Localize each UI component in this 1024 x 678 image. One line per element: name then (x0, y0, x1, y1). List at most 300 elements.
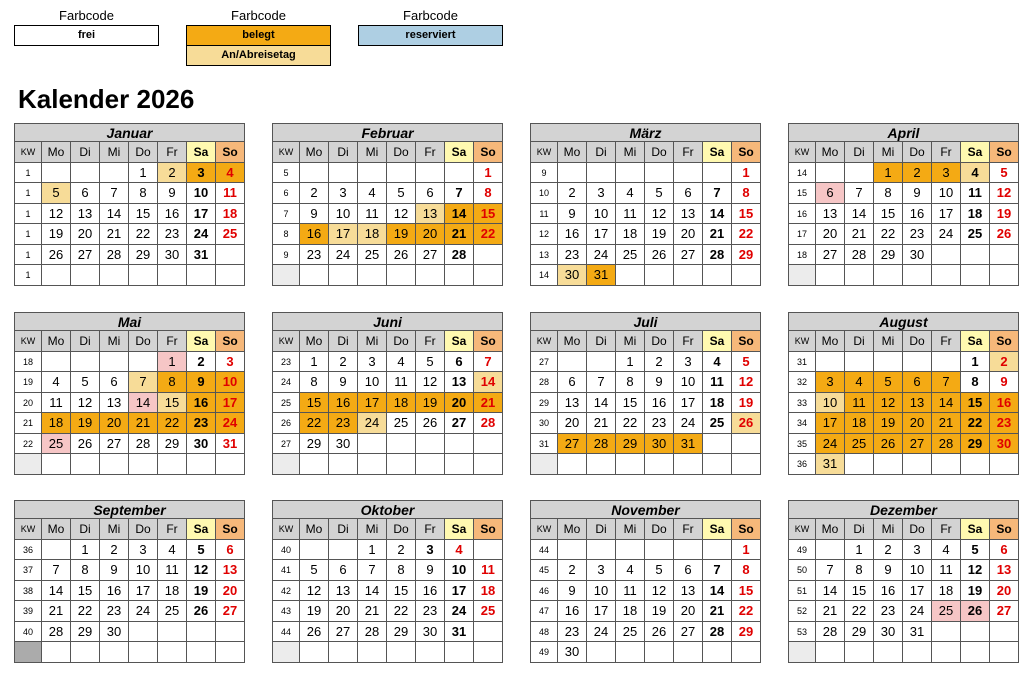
day-cell[interactable]: 7 (100, 183, 129, 204)
day-cell[interactable]: 6 (71, 183, 100, 204)
day-cell[interactable]: 19 (42, 224, 71, 245)
day-cell[interactable]: 28 (42, 622, 71, 643)
day-cell[interactable]: 17 (445, 581, 474, 602)
day-cell[interactable]: 19 (645, 224, 674, 245)
day-cell[interactable]: 14 (845, 204, 874, 225)
day-cell[interactable]: 10 (129, 560, 158, 581)
day-cell[interactable]: 5 (71, 372, 100, 393)
day-cell[interactable]: 16 (903, 204, 932, 225)
day-cell[interactable]: 13 (903, 393, 932, 414)
day-cell[interactable]: 15 (732, 204, 761, 225)
day-cell[interactable]: 31 (903, 622, 932, 643)
day-cell[interactable]: 16 (990, 393, 1019, 414)
day-cell[interactable]: 21 (42, 601, 71, 622)
day-cell[interactable]: 1 (874, 163, 903, 184)
day-cell[interactable]: 5 (645, 560, 674, 581)
day-cell[interactable]: 10 (816, 393, 845, 414)
day-cell[interactable]: 9 (903, 183, 932, 204)
day-cell[interactable]: 18 (387, 393, 416, 414)
day-cell[interactable]: 24 (587, 622, 616, 643)
day-cell[interactable]: 25 (616, 622, 645, 643)
day-cell[interactable]: 11 (616, 581, 645, 602)
day-cell[interactable]: 18 (845, 413, 874, 434)
day-cell[interactable]: 10 (358, 372, 387, 393)
day-cell[interactable]: 2 (300, 183, 329, 204)
day-cell[interactable]: 14 (445, 204, 474, 225)
day-cell[interactable]: 19 (990, 204, 1019, 225)
day-cell[interactable]: 15 (845, 581, 874, 602)
day-cell[interactable]: 12 (961, 560, 990, 581)
day-cell[interactable]: 11 (474, 560, 503, 581)
day-cell[interactable]: 9 (300, 204, 329, 225)
day-cell[interactable]: 11 (845, 393, 874, 414)
day-cell[interactable]: 4 (703, 352, 732, 373)
day-cell[interactable]: 27 (674, 622, 703, 643)
day-cell[interactable]: 9 (558, 581, 587, 602)
day-cell[interactable]: 5 (732, 352, 761, 373)
day-cell[interactable]: 30 (187, 434, 216, 455)
day-cell[interactable]: 4 (387, 352, 416, 373)
day-cell[interactable]: 25 (358, 245, 387, 266)
day-cell[interactable]: 25 (474, 601, 503, 622)
day-cell[interactable]: 17 (216, 393, 245, 414)
day-cell[interactable]: 7 (845, 183, 874, 204)
day-cell[interactable]: 3 (816, 372, 845, 393)
day-cell[interactable]: 5 (387, 183, 416, 204)
day-cell[interactable]: 1 (129, 163, 158, 184)
day-cell[interactable]: 29 (961, 434, 990, 455)
day-cell[interactable]: 24 (187, 224, 216, 245)
day-cell[interactable]: 3 (674, 352, 703, 373)
day-cell[interactable]: 20 (674, 601, 703, 622)
day-cell[interactable]: 22 (387, 601, 416, 622)
day-cell[interactable]: 20 (216, 581, 245, 602)
day-cell[interactable]: 22 (158, 413, 187, 434)
day-cell[interactable]: 27 (416, 245, 445, 266)
day-cell[interactable]: 25 (216, 224, 245, 245)
day-cell[interactable]: 29 (387, 622, 416, 643)
day-cell[interactable]: 23 (558, 622, 587, 643)
day-cell[interactable]: 23 (903, 224, 932, 245)
day-cell[interactable]: 24 (932, 224, 961, 245)
day-cell[interactable]: 9 (187, 372, 216, 393)
day-cell[interactable]: 15 (874, 204, 903, 225)
day-cell[interactable]: 1 (300, 352, 329, 373)
day-cell[interactable]: 10 (329, 204, 358, 225)
day-cell[interactable]: 29 (732, 622, 761, 643)
day-cell[interactable]: 11 (358, 204, 387, 225)
day-cell[interactable]: 9 (558, 204, 587, 225)
day-cell[interactable]: 29 (732, 245, 761, 266)
day-cell[interactable]: 22 (961, 413, 990, 434)
day-cell[interactable]: 1 (732, 540, 761, 561)
day-cell[interactable]: 14 (703, 204, 732, 225)
day-cell[interactable]: 24 (816, 434, 845, 455)
day-cell[interactable]: 17 (932, 204, 961, 225)
day-cell[interactable]: 3 (329, 183, 358, 204)
day-cell[interactable]: 28 (445, 245, 474, 266)
day-cell[interactable]: 9 (416, 560, 445, 581)
day-cell[interactable]: 26 (990, 224, 1019, 245)
day-cell[interactable]: 17 (587, 224, 616, 245)
day-cell[interactable]: 29 (71, 622, 100, 643)
day-cell[interactable]: 18 (216, 204, 245, 225)
day-cell[interactable]: 11 (961, 183, 990, 204)
day-cell[interactable]: 13 (329, 581, 358, 602)
day-cell[interactable]: 23 (645, 413, 674, 434)
day-cell[interactable]: 8 (732, 560, 761, 581)
day-cell[interactable]: 10 (216, 372, 245, 393)
day-cell[interactable]: 5 (42, 183, 71, 204)
day-cell[interactable]: 3 (187, 163, 216, 184)
day-cell[interactable]: 15 (732, 581, 761, 602)
day-cell[interactable]: 9 (329, 372, 358, 393)
day-cell[interactable]: 11 (387, 372, 416, 393)
day-cell[interactable]: 18 (42, 413, 71, 434)
day-cell[interactable]: 21 (129, 413, 158, 434)
day-cell[interactable]: 8 (961, 372, 990, 393)
day-cell[interactable]: 23 (416, 601, 445, 622)
day-cell[interactable]: 12 (645, 581, 674, 602)
day-cell[interactable]: 5 (416, 352, 445, 373)
day-cell[interactable]: 18 (703, 393, 732, 414)
day-cell[interactable]: 16 (416, 581, 445, 602)
day-cell[interactable]: 20 (558, 413, 587, 434)
day-cell[interactable]: 29 (845, 622, 874, 643)
day-cell[interactable]: 13 (674, 581, 703, 602)
day-cell[interactable]: 21 (932, 413, 961, 434)
day-cell[interactable]: 9 (100, 560, 129, 581)
day-cell[interactable]: 1 (358, 540, 387, 561)
day-cell[interactable]: 10 (903, 560, 932, 581)
day-cell[interactable]: 30 (558, 642, 587, 663)
day-cell[interactable]: 18 (932, 581, 961, 602)
day-cell[interactable]: 28 (816, 622, 845, 643)
day-cell[interactable]: 13 (445, 372, 474, 393)
day-cell[interactable]: 25 (932, 601, 961, 622)
day-cell[interactable]: 8 (732, 183, 761, 204)
day-cell[interactable]: 19 (387, 224, 416, 245)
day-cell[interactable]: 18 (158, 581, 187, 602)
day-cell[interactable]: 2 (645, 352, 674, 373)
day-cell[interactable]: 3 (129, 540, 158, 561)
day-cell[interactable]: 3 (932, 163, 961, 184)
day-cell[interactable]: 16 (187, 393, 216, 414)
day-cell[interactable]: 16 (645, 393, 674, 414)
day-cell[interactable]: 15 (616, 393, 645, 414)
day-cell[interactable]: 11 (703, 372, 732, 393)
day-cell[interactable]: 25 (387, 413, 416, 434)
day-cell[interactable]: 15 (129, 204, 158, 225)
day-cell[interactable]: 14 (129, 393, 158, 414)
day-cell[interactable]: 16 (329, 393, 358, 414)
day-cell[interactable]: 12 (42, 204, 71, 225)
day-cell[interactable]: 14 (474, 372, 503, 393)
day-cell[interactable]: 22 (300, 413, 329, 434)
day-cell[interactable]: 22 (732, 224, 761, 245)
day-cell[interactable]: 11 (42, 393, 71, 414)
day-cell[interactable]: 4 (961, 163, 990, 184)
day-cell[interactable]: 12 (71, 393, 100, 414)
day-cell[interactable]: 8 (158, 372, 187, 393)
day-cell[interactable]: 4 (216, 163, 245, 184)
day-cell[interactable]: 28 (358, 622, 387, 643)
day-cell[interactable]: 5 (187, 540, 216, 561)
day-cell[interactable]: 20 (71, 224, 100, 245)
day-cell[interactable]: 2 (387, 540, 416, 561)
day-cell[interactable]: 23 (990, 413, 1019, 434)
day-cell[interactable]: 13 (416, 204, 445, 225)
day-cell[interactable]: 27 (445, 413, 474, 434)
day-cell[interactable]: 27 (100, 434, 129, 455)
day-cell[interactable]: 6 (445, 352, 474, 373)
day-cell[interactable]: 12 (187, 560, 216, 581)
day-cell[interactable]: 4 (358, 183, 387, 204)
day-cell[interactable]: 17 (358, 393, 387, 414)
day-cell[interactable]: 23 (329, 413, 358, 434)
day-cell[interactable]: 28 (703, 622, 732, 643)
day-cell[interactable]: 13 (71, 204, 100, 225)
day-cell[interactable]: 6 (329, 560, 358, 581)
day-cell[interactable]: 20 (903, 413, 932, 434)
day-cell[interactable]: 1 (845, 540, 874, 561)
day-cell[interactable]: 24 (358, 413, 387, 434)
day-cell[interactable]: 23 (874, 601, 903, 622)
day-cell[interactable]: 18 (961, 204, 990, 225)
day-cell[interactable]: 16 (300, 224, 329, 245)
day-cell[interactable]: 8 (129, 183, 158, 204)
day-cell[interactable]: 13 (816, 204, 845, 225)
day-cell[interactable]: 4 (616, 183, 645, 204)
day-cell[interactable]: 12 (645, 204, 674, 225)
day-cell[interactable]: 7 (703, 183, 732, 204)
day-cell[interactable]: 31 (216, 434, 245, 455)
day-cell[interactable]: 9 (874, 560, 903, 581)
day-cell[interactable]: 17 (903, 581, 932, 602)
day-cell[interactable]: 7 (129, 372, 158, 393)
day-cell[interactable]: 15 (158, 393, 187, 414)
day-cell[interactable]: 2 (874, 540, 903, 561)
day-cell[interactable]: 2 (558, 560, 587, 581)
day-cell[interactable]: 28 (703, 245, 732, 266)
day-cell[interactable]: 10 (445, 560, 474, 581)
day-cell[interactable]: 29 (874, 245, 903, 266)
day-cell[interactable]: 30 (416, 622, 445, 643)
day-cell[interactable]: 26 (71, 434, 100, 455)
day-cell[interactable]: 10 (932, 183, 961, 204)
day-cell[interactable]: 31 (187, 245, 216, 266)
day-cell[interactable]: 14 (816, 581, 845, 602)
day-cell[interactable]: 6 (816, 183, 845, 204)
day-cell[interactable]: 6 (903, 372, 932, 393)
day-cell[interactable]: 17 (129, 581, 158, 602)
day-cell[interactable]: 15 (300, 393, 329, 414)
day-cell[interactable]: 20 (100, 413, 129, 434)
day-cell[interactable]: 20 (990, 581, 1019, 602)
day-cell[interactable]: 26 (645, 245, 674, 266)
day-cell[interactable]: 3 (216, 352, 245, 373)
day-cell[interactable]: 20 (329, 601, 358, 622)
day-cell[interactable]: 27 (990, 601, 1019, 622)
day-cell[interactable]: 13 (558, 393, 587, 414)
day-cell[interactable]: 24 (587, 245, 616, 266)
day-cell[interactable]: 7 (587, 372, 616, 393)
day-cell[interactable]: 1 (71, 540, 100, 561)
day-cell[interactable]: 20 (674, 224, 703, 245)
day-cell[interactable]: 18 (474, 581, 503, 602)
day-cell[interactable]: 2 (329, 352, 358, 373)
day-cell[interactable]: 26 (387, 245, 416, 266)
day-cell[interactable]: 29 (129, 245, 158, 266)
day-cell[interactable]: 2 (990, 352, 1019, 373)
day-cell[interactable]: 7 (42, 560, 71, 581)
day-cell[interactable]: 3 (358, 352, 387, 373)
day-cell[interactable]: 3 (587, 560, 616, 581)
day-cell[interactable]: 15 (961, 393, 990, 414)
day-cell[interactable]: 19 (645, 601, 674, 622)
day-cell[interactable]: 9 (158, 183, 187, 204)
day-cell[interactable]: 22 (845, 601, 874, 622)
day-cell[interactable]: 16 (558, 601, 587, 622)
day-cell[interactable]: 25 (845, 434, 874, 455)
day-cell[interactable]: 4 (42, 372, 71, 393)
day-cell[interactable]: 12 (300, 581, 329, 602)
day-cell[interactable]: 10 (587, 204, 616, 225)
day-cell[interactable]: 1 (474, 163, 503, 184)
day-cell[interactable]: 2 (558, 183, 587, 204)
day-cell[interactable]: 15 (387, 581, 416, 602)
day-cell[interactable]: 21 (703, 224, 732, 245)
day-cell[interactable]: 8 (474, 183, 503, 204)
day-cell[interactable]: 27 (71, 245, 100, 266)
day-cell[interactable]: 22 (732, 601, 761, 622)
day-cell[interactable]: 25 (158, 601, 187, 622)
day-cell[interactable]: 18 (358, 224, 387, 245)
day-cell[interactable]: 7 (703, 560, 732, 581)
day-cell[interactable]: 23 (558, 245, 587, 266)
day-cell[interactable]: 21 (816, 601, 845, 622)
day-cell[interactable]: 21 (358, 601, 387, 622)
day-cell[interactable]: 3 (903, 540, 932, 561)
day-cell[interactable]: 8 (845, 560, 874, 581)
day-cell[interactable]: 26 (961, 601, 990, 622)
day-cell[interactable]: 4 (616, 560, 645, 581)
day-cell[interactable]: 6 (674, 560, 703, 581)
day-cell[interactable]: 2 (158, 163, 187, 184)
day-cell[interactable]: 30 (645, 434, 674, 455)
day-cell[interactable]: 23 (158, 224, 187, 245)
day-cell[interactable]: 24 (216, 413, 245, 434)
day-cell[interactable]: 28 (129, 434, 158, 455)
day-cell[interactable]: 19 (187, 581, 216, 602)
day-cell[interactable]: 30 (558, 265, 587, 286)
day-cell[interactable]: 22 (71, 601, 100, 622)
day-cell[interactable]: 12 (874, 393, 903, 414)
day-cell[interactable]: 29 (300, 434, 329, 455)
day-cell[interactable]: 22 (129, 224, 158, 245)
day-cell[interactable]: 1 (616, 352, 645, 373)
day-cell[interactable]: 24 (903, 601, 932, 622)
day-cell[interactable]: 28 (474, 413, 503, 434)
day-cell[interactable]: 14 (587, 393, 616, 414)
day-cell[interactable]: 21 (845, 224, 874, 245)
day-cell[interactable]: 26 (645, 622, 674, 643)
day-cell[interactable]: 4 (845, 372, 874, 393)
day-cell[interactable]: 14 (42, 581, 71, 602)
day-cell[interactable]: 19 (300, 601, 329, 622)
day-cell[interactable]: 28 (932, 434, 961, 455)
day-cell[interactable]: 5 (990, 163, 1019, 184)
day-cell[interactable]: 29 (616, 434, 645, 455)
day-cell[interactable]: 30 (990, 434, 1019, 455)
day-cell[interactable]: 16 (874, 581, 903, 602)
day-cell[interactable]: 11 (158, 560, 187, 581)
day-cell[interactable]: 19 (961, 581, 990, 602)
day-cell[interactable]: 3 (416, 540, 445, 561)
day-cell[interactable]: 1 (158, 352, 187, 373)
day-cell[interactable]: 25 (703, 413, 732, 434)
day-cell[interactable]: 26 (416, 413, 445, 434)
day-cell[interactable]: 25 (616, 245, 645, 266)
day-cell[interactable]: 2 (100, 540, 129, 561)
day-cell[interactable]: 13 (990, 560, 1019, 581)
day-cell[interactable]: 15 (474, 204, 503, 225)
day-cell[interactable]: 6 (216, 540, 245, 561)
day-cell[interactable]: 18 (616, 601, 645, 622)
day-cell[interactable]: 21 (100, 224, 129, 245)
day-cell[interactable]: 23 (300, 245, 329, 266)
day-cell[interactable]: 19 (874, 413, 903, 434)
day-cell[interactable]: 21 (474, 393, 503, 414)
day-cell[interactable]: 12 (732, 372, 761, 393)
day-cell[interactable]: 7 (358, 560, 387, 581)
day-cell[interactable]: 6 (558, 372, 587, 393)
day-cell[interactable]: 25 (961, 224, 990, 245)
day-cell[interactable]: 1 (732, 163, 761, 184)
day-cell[interactable]: 7 (474, 352, 503, 373)
day-cell[interactable]: 30 (903, 245, 932, 266)
day-cell[interactable]: 16 (558, 224, 587, 245)
day-cell[interactable]: 14 (100, 204, 129, 225)
day-cell[interactable]: 30 (100, 622, 129, 643)
day-cell[interactable]: 31 (445, 622, 474, 643)
day-cell[interactable]: 5 (874, 372, 903, 393)
day-cell[interactable]: 4 (158, 540, 187, 561)
day-cell[interactable]: 9 (990, 372, 1019, 393)
day-cell[interactable]: 5 (300, 560, 329, 581)
day-cell[interactable]: 20 (816, 224, 845, 245)
day-cell[interactable]: 21 (445, 224, 474, 245)
day-cell[interactable]: 16 (100, 581, 129, 602)
day-cell[interactable]: 31 (816, 454, 845, 475)
day-cell[interactable]: 7 (816, 560, 845, 581)
day-cell[interactable]: 1 (961, 352, 990, 373)
day-cell[interactable]: 27 (329, 622, 358, 643)
day-cell[interactable]: 25 (42, 434, 71, 455)
day-cell[interactable]: 12 (990, 183, 1019, 204)
day-cell[interactable]: 19 (71, 413, 100, 434)
day-cell[interactable]: 13 (100, 393, 129, 414)
day-cell[interactable]: 7 (932, 372, 961, 393)
day-cell[interactable]: 26 (42, 245, 71, 266)
day-cell[interactable]: 27 (216, 601, 245, 622)
day-cell[interactable]: 7 (445, 183, 474, 204)
day-cell[interactable]: 4 (932, 540, 961, 561)
day-cell[interactable]: 27 (903, 434, 932, 455)
day-cell[interactable]: 13 (216, 560, 245, 581)
day-cell[interactable]: 24 (129, 601, 158, 622)
day-cell[interactable]: 11 (616, 204, 645, 225)
